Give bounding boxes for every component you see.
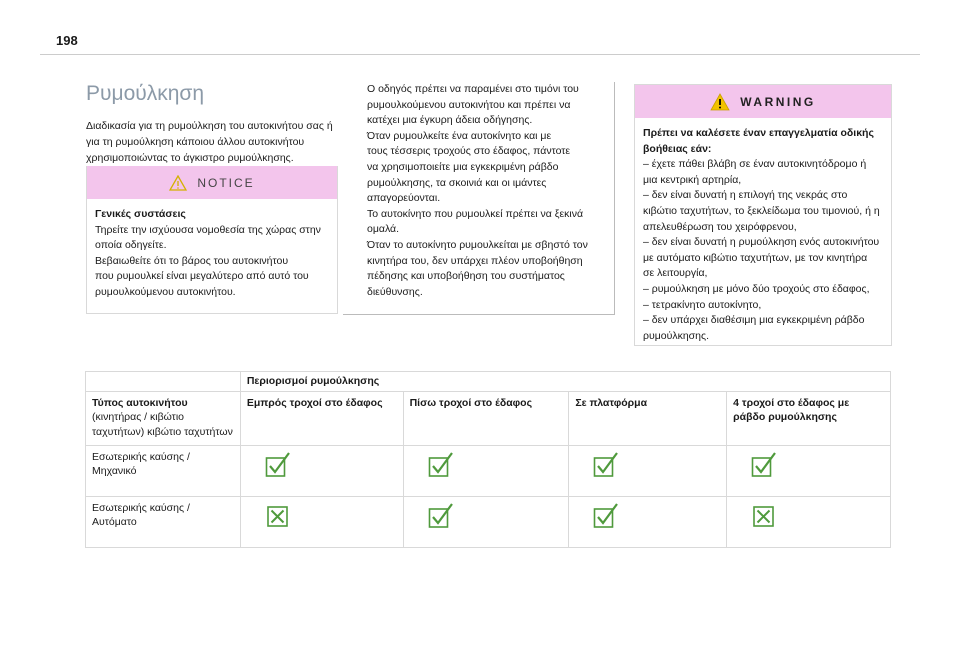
table-row bbox=[86, 445, 891, 496]
text-line: διεύθυνσης. bbox=[367, 285, 423, 298]
notice-label: NOTICE bbox=[197, 175, 255, 190]
warning-line: απελευθέρωση του χειρόφρενου, bbox=[643, 220, 797, 233]
table-row bbox=[86, 496, 891, 547]
text-line: Όταν ρυμουλκείτε ένα αυτοκίνητο και με bbox=[367, 129, 552, 142]
notice-box bbox=[86, 166, 338, 314]
notice-header bbox=[87, 166, 337, 199]
towing-restrictions-table bbox=[85, 371, 891, 548]
warning-line: – τετρακίνητο αυτοκίνητο, bbox=[643, 298, 762, 311]
notice-heading: Γενικές συστάσεις bbox=[95, 208, 186, 220]
warning-line: σε λειτουργία, bbox=[643, 267, 708, 280]
check-icon bbox=[247, 452, 397, 478]
text-line: ρυμουλκούμενου αυτοκινήτου και πρέπει να bbox=[367, 98, 571, 111]
notice-line: οποία οδηγείτε. bbox=[95, 239, 167, 251]
warning-line: μια κεντρική αρτηρία, bbox=[643, 173, 742, 186]
table-cell bbox=[569, 445, 727, 496]
table-cell bbox=[727, 445, 891, 496]
warning-box bbox=[634, 84, 892, 346]
check-icon bbox=[733, 452, 884, 478]
check-icon bbox=[410, 452, 563, 478]
text-line: Το αυτοκίνητο που ρυμουλκεί πρέπει να ξεκινά bbox=[367, 207, 584, 220]
header-vehicle-type-sub: ταχυτήτων) κιβώτιο ταχυτήτων bbox=[92, 425, 233, 438]
text-line: ομαλά. bbox=[367, 223, 400, 236]
page-number: 198 bbox=[56, 33, 78, 48]
warning-line: – δεν είναι δυνατή η ρυμούλκηση ενός αυτοκινήτου bbox=[643, 236, 880, 249]
warning-line: – ρυμούλκηση με μόνο δύο τροχούς στο έδαφος, bbox=[643, 282, 870, 295]
table-caption: Περιορισμοί ρυμούλκησης bbox=[240, 372, 890, 392]
warning-header bbox=[635, 85, 891, 118]
text-line: Όταν το αυτοκίνητο ρυμουλκείται με σβηστό τον bbox=[367, 238, 588, 251]
check-icon bbox=[410, 503, 563, 529]
header-four-wheels bbox=[727, 391, 891, 445]
table-caption-spacer bbox=[86, 372, 241, 392]
table-cell bbox=[403, 496, 569, 547]
text-line: απαγορεύονται. bbox=[367, 192, 441, 205]
intro-section bbox=[86, 82, 338, 166]
row-label bbox=[86, 496, 241, 547]
cross-box-icon bbox=[247, 503, 397, 529]
text-line: πέδησης και υποβοήθηση του συστήματος bbox=[367, 270, 565, 283]
row-label-line: Αυτόματο bbox=[92, 516, 137, 528]
row-label-line: Μηχανικό bbox=[92, 465, 137, 477]
text-line: να χρησιμοποιείτε μια εγκεκριμένη ράβδο bbox=[367, 160, 559, 173]
top-rule bbox=[40, 54, 920, 55]
warning-line: κιβώτιο ταχυτήτων, το ξεκλείδωμα του τιμονιού, ή η bbox=[643, 204, 880, 217]
warning-line: – δεν υπάρχει διαθέσιμη μια εγκεκριμένη ράβδο bbox=[643, 314, 865, 327]
table-caption-row bbox=[86, 372, 891, 392]
header-vehicle-type bbox=[86, 391, 241, 445]
row-label bbox=[86, 445, 241, 496]
warning-triangle-icon bbox=[710, 93, 730, 111]
cross-box-icon bbox=[733, 503, 884, 529]
text-line: κατέχει μια έγκυρη άδεια οδήγησης. bbox=[367, 114, 533, 127]
check-icon bbox=[575, 452, 720, 478]
warning-label: WARNING bbox=[740, 94, 816, 109]
warning-body bbox=[635, 118, 891, 344]
notice-body bbox=[87, 199, 337, 300]
text-line: τους τέσσερις τροχούς στο έδαφος, πάντοτε bbox=[367, 145, 571, 158]
table-header-row bbox=[86, 391, 891, 445]
warning-line: – δεν είναι δυνατή η επιλογή της νεκράς στο bbox=[643, 189, 848, 202]
header-four-wheels-line: 4 τροχοί στο έδαφος με bbox=[733, 396, 850, 409]
driver-instructions bbox=[343, 82, 615, 315]
table-cell bbox=[240, 445, 403, 496]
header-four-wheels-line: ράβδο ρυμούλκησης bbox=[733, 411, 837, 423]
header-vehicle-type-sub: (κινητήρας / κιβώτιο bbox=[92, 411, 185, 423]
table-cell bbox=[727, 496, 891, 547]
warning-heading: Πρέπει να καλέσετε έναν επαγγελματία οδικής bbox=[643, 127, 874, 139]
warning-heading: βοήθειας εάν: bbox=[643, 142, 712, 155]
notice-line: Βεβαιωθείτε ότι το βάρος του αυτοκινήτου bbox=[95, 254, 289, 267]
header-front-wheels: Εμπρός τροχοί στο έδαφος bbox=[240, 391, 403, 445]
header-vehicle-type-title: Τύπος αυτοκινήτου bbox=[92, 396, 188, 409]
table-cell bbox=[403, 445, 569, 496]
row-label-line: Εσωτερικής καύσης / bbox=[92, 501, 190, 514]
table-cell bbox=[569, 496, 727, 547]
warning-line: με αυτόματο κιβώτιο ταχυτήτων, με τον κινητήρα bbox=[643, 251, 868, 264]
text-line: Ο οδηγός πρέπει να παραμένει στο τιμόνι του bbox=[367, 83, 579, 95]
header-rear-wheels: Πίσω τροχοί στο έδαφος bbox=[403, 391, 569, 445]
notice-line: Τηρείτε την ισχύουσα νομοθεσία της χώρας στην bbox=[95, 223, 321, 236]
intro-text: Διαδικασία για τη ρυμούλκηση του αυτοκινήτου σας ή για τη ρυμούλκηση κάποιου άλλου αυτοκινήτου χρησιμοποιώντας το άγκιστρο ρυμούλκησης. bbox=[86, 120, 333, 164]
text-line: ρυμούλκησης, τα σκοινιά και οι ιμάντες bbox=[367, 176, 547, 189]
warning-line: – έχετε πάθει βλάβη σε έναν αυτοκινητόδρομο ή bbox=[643, 158, 867, 171]
page-title: Ρυμούλκηση bbox=[86, 82, 205, 105]
warning-line: ρυμούλκησης. bbox=[643, 329, 709, 342]
header-platform: Σε πλατφόρμα bbox=[569, 391, 727, 445]
notice-line: που ρυμουλκεί είναι μεγαλύτερο από αυτό του bbox=[95, 270, 309, 282]
check-icon bbox=[575, 503, 720, 529]
warning-triangle-icon bbox=[169, 175, 187, 191]
row-label-line: Εσωτερικής καύσης / bbox=[92, 450, 190, 463]
text-line: κινητήρα του, δεν υπάρχει πλέον υποβοήθηση bbox=[367, 254, 583, 267]
notice-line: ρυμουλκούμενου αυτοκινήτου. bbox=[95, 285, 236, 298]
table-cell bbox=[240, 496, 403, 547]
